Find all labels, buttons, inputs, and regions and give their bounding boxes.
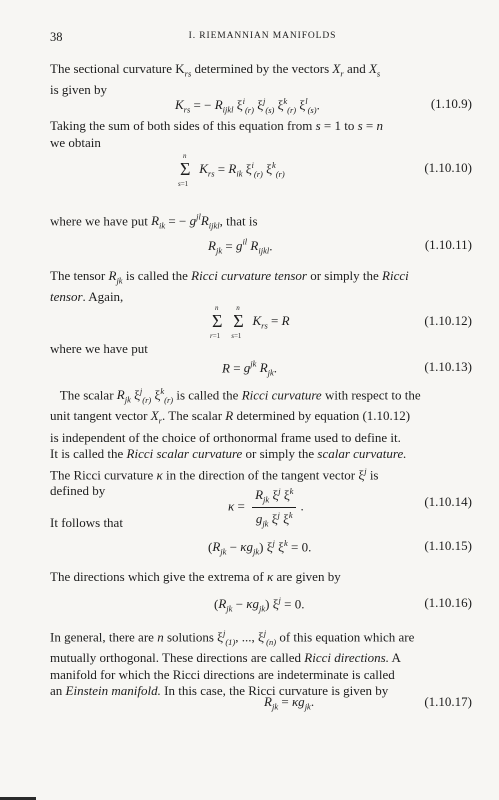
equation-1-10-12: n Σ r=1 n Σ s=1 $K_{rs} = R$ (1.10.12) xyxy=(210,304,472,341)
equation-1-10-13: $R = g^{jk}$ $R_{jk}$. (1.10.13) xyxy=(222,359,472,378)
equation-1-10-14: κ = $\frac{R_{jk} \xi^j \xi^k}{g_{jk} \xi^j \xi^k}$ . (1.10.14) xyxy=(228,486,472,529)
page-header xyxy=(50,30,475,48)
equation-1-10-11: $R_{jk} = g^{il}$ $R_{ijkl}$. (1.10.11) xyxy=(208,237,472,256)
equation-1-10-17: $R_{jk} = \kappa g_{jk}$. (1.10.17) xyxy=(264,694,472,712)
equation-number: (1.10.11) xyxy=(424,237,472,252)
paragraph-extrema: The directions which give the extrema of κ are given by xyxy=(50,569,341,584)
equation-number: (1.10.17) xyxy=(424,694,472,709)
paragraph-follows: It follows that xyxy=(50,515,123,530)
paragraph-einstein: In general, there are n solutions $\xi^j_{(1)}$, ..., $\xi^j_{(n)}$ of this equation which are mutually orthogonal. These directions are called Ricci directions. A manifold for which the Ricci directions are indeterminate is called an Einstein manifold. In this case, the Ricci curvature is given by xyxy=(50,628,415,699)
paragraph-scalar: The scalar $R_{jk}$ $\xi^j_{(r)}$ $\xi^k_{(r)}$ is called the Ricci curvature with respect to the unit tangent vector $X_r$. The scalar R determined by equation (1.10.12) is independent of the choice of orthonormal frame used to define it. It is called the Ricci scalar curvature or simply the scalar curvature. The Ricci curvature κ in the direction of the tangent vector $\xi^j$ is defined by xyxy=(50,386,421,499)
equation-1-10-15: $(R_{jk} - \kappa g_{jk})$ $\xi^j$ $\xi^k = 0$. (1.10.15) xyxy=(208,538,472,557)
equation-number: (1.10.12) xyxy=(424,313,472,328)
equation-number: (1.10.14) xyxy=(424,494,472,509)
equation-1-10-10: n Σ s=1 $K_{rs} = R_{ik}$ $\xi^i_{(r)}$ $\xi^k_{(r)}$ (1.10.10) xyxy=(178,152,472,189)
paragraph-sectional-curvature: The sectional curvature $K_{rs}$ determined by the vectors $X_r$ and $X_s$ is given by xyxy=(50,61,381,98)
paragraph-sum: Taking the sum of both sides of this equation from s = 1 to s = n we obtain xyxy=(50,118,383,150)
equation-1-10-16: $(R_{jk} - \kappa g_{jk}) \xi^j = 0$. (1.10.16) xyxy=(214,595,472,614)
running-title: I. RIEMANNIAN MANIFOLDS xyxy=(188,31,337,41)
equation-number: (1.10.9) xyxy=(430,96,472,111)
equation-number: (1.10.13) xyxy=(424,359,472,374)
equation-number: (1.10.10) xyxy=(424,160,472,175)
equation-1-10-9: $K_{rs}$ = − $R_{ijkl}$ $\xi^i_{(r)}$ $\xi^j_{(s)}$ $\xi^k_{(r)}$ $\xi^l_{(s)}$. (1.10.9) xyxy=(175,96,472,115)
page-number: 38 xyxy=(50,30,63,44)
paragraph-where-put: where we have put $R_{ik}$ = − $g^{jl}R_{ijkl}$, that is xyxy=(50,212,258,231)
equation-number: (1.10.16) xyxy=(424,595,472,610)
paragraph-ricci-tensor: The tensor $R_{jk}$ is called the Ricci curvature tensor or simply the Ricci tensor. Again, xyxy=(50,268,409,305)
equation-number: (1.10.15) xyxy=(424,538,472,553)
paragraph-where-put-2: where we have put xyxy=(50,341,148,356)
